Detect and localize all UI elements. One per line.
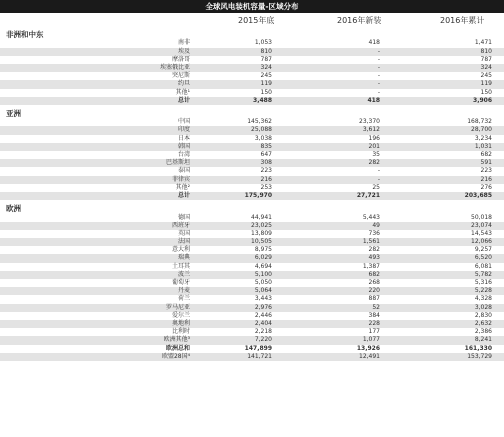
value-2015: 6,029 (254, 254, 272, 262)
value-2016-new: - (377, 63, 380, 71)
table-row (0, 246, 504, 254)
value-2016-new: 196 (368, 134, 380, 142)
value-2015: 787 (260, 55, 272, 63)
row-label: 荷兰 (177, 295, 190, 303)
table-row (0, 176, 504, 184)
value-2016-new: 268 (368, 279, 380, 287)
row-label: 突尼斯 (171, 72, 190, 80)
row-label: 爱尔兰 (171, 311, 190, 319)
value-2016-new: 1,561 (362, 238, 380, 246)
row-label: 意大利 (171, 246, 190, 254)
row-label: 约旦 (177, 80, 190, 88)
value-2015: 147,899 (244, 344, 272, 352)
value-2015: 44,941 (251, 213, 272, 221)
row-label: 总计 (177, 96, 190, 104)
row-label: 巴基斯坦 (165, 159, 190, 167)
value-2016-new: - (377, 72, 380, 80)
value-2015: 150 (260, 88, 272, 96)
region-heading (0, 30, 504, 39)
value-2015: 141,721 (247, 352, 272, 360)
total-row (0, 97, 504, 105)
value-2015: 324 (260, 63, 272, 71)
value-2016-total: 168,732 (467, 118, 492, 126)
row-label: 总计 (177, 191, 190, 199)
value-2016-total: 14,543 (471, 229, 492, 237)
header-2015: 2015年底 (238, 16, 275, 25)
value-2016-new: 384 (368, 311, 380, 319)
value-2016-total: 6,081 (474, 262, 492, 270)
value-2016-new: - (377, 88, 380, 96)
value-2015: 119 (260, 80, 272, 88)
value-2015: 647 (260, 151, 272, 159)
row-label: 印度 (177, 126, 190, 134)
table-row (0, 230, 504, 238)
value-2016-total: 2,632 (474, 319, 492, 327)
row-label: 罗马尼亚 (165, 303, 190, 311)
table-row (0, 151, 504, 159)
table-row (0, 271, 504, 279)
row-label: 菲律宾 (171, 175, 190, 183)
row-label: 韩国 (177, 142, 190, 150)
table-row (0, 80, 504, 88)
value-2016-total: 5,782 (474, 270, 492, 278)
header-2016-new: 2016年新装 (337, 16, 382, 25)
value-2015: 25,088 (251, 126, 272, 134)
value-2016-total: 1,031 (474, 142, 492, 150)
table-row (0, 295, 504, 303)
value-2016-total: 787 (480, 55, 492, 63)
value-2015: 1,053 (254, 39, 272, 47)
table-row (0, 184, 504, 192)
row-label: 埃及 (177, 47, 190, 55)
row-label: 摩洛哥 (171, 55, 190, 63)
value-2015: 216 (260, 175, 272, 183)
table-row (0, 118, 504, 126)
value-2015: 10,505 (251, 238, 272, 246)
row-label: 丹麦 (177, 287, 190, 295)
value-2016-new: 177 (368, 328, 380, 336)
value-2015: 810 (260, 47, 272, 55)
row-label: 波兰 (177, 270, 190, 278)
value-2016-total: 1,471 (474, 39, 492, 47)
value-2015: 2,446 (254, 311, 272, 319)
value-2016-new: 418 (367, 96, 380, 104)
value-2015: 2,976 (254, 303, 272, 311)
table-row (0, 72, 504, 80)
value-2016-total: 682 (480, 151, 492, 159)
table-row (0, 328, 504, 336)
table-row (0, 304, 504, 312)
table-row (0, 320, 504, 328)
value-2015: 175,970 (244, 191, 272, 199)
value-2016-new: 736 (368, 229, 380, 237)
value-2016-total: 9,257 (474, 246, 492, 254)
value-2016-total: 2,386 (474, 328, 492, 336)
value-2016-total: 150 (480, 88, 492, 96)
table-row (0, 135, 504, 143)
value-2016-new: 3,612 (362, 126, 380, 134)
value-2015: 835 (260, 142, 272, 150)
total-row (0, 192, 504, 200)
region-name: 非洲和中东 (6, 30, 44, 39)
value-2016-total: 245 (480, 72, 492, 80)
value-2015: 8,975 (254, 246, 272, 254)
value-2016-total: 12,066 (471, 238, 492, 246)
row-label: 土耳其 (171, 262, 190, 270)
value-2016-new: - (377, 47, 380, 55)
value-2016-total: 223 (480, 167, 492, 175)
table-row (0, 336, 504, 344)
value-2015: 253 (260, 183, 272, 191)
value-2015: 145,362 (247, 118, 272, 126)
value-2015: 23,025 (251, 221, 272, 229)
row-label: 德国 (177, 213, 190, 221)
value-2016-new: 25 (372, 183, 380, 191)
value-2016-total: 153,729 (467, 352, 492, 360)
value-2016-new: 13,926 (356, 344, 380, 352)
value-2015: 245 (260, 72, 272, 80)
table-row (0, 56, 504, 64)
row-label: 南非 (177, 39, 190, 47)
region-heading (0, 204, 504, 213)
value-2016-new: 1,387 (362, 262, 380, 270)
value-2016-total: 276 (480, 183, 492, 191)
table-row (0, 214, 504, 222)
row-label: 英国 (177, 229, 190, 237)
table-row (0, 222, 504, 230)
value-2016-total: 2,830 (474, 311, 492, 319)
value-2016-new: 27,721 (356, 191, 380, 199)
row-label: 泰国 (177, 167, 190, 175)
value-2015: 5,100 (254, 270, 272, 278)
value-2016-total: 203,685 (464, 191, 492, 199)
row-label: 法国 (177, 238, 190, 246)
value-2016-total: 5,316 (474, 279, 492, 287)
value-2015: 3,038 (254, 134, 272, 142)
value-2016-total: 23,074 (471, 221, 492, 229)
value-2016-new: 23,370 (359, 118, 380, 126)
value-2016-total: 161,330 (464, 344, 492, 352)
value-2016-new: 52 (372, 303, 380, 311)
value-2016-new: 282 (368, 246, 380, 254)
value-2016-new: 682 (368, 270, 380, 278)
table-row (0, 238, 504, 246)
row-label: 其他¹ (175, 88, 190, 96)
row-label: 瑞典 (177, 254, 190, 262)
table-row (0, 39, 504, 47)
value-2015: 4,694 (254, 262, 272, 270)
region-name: 亚洲 (6, 108, 21, 118)
value-2016-new: 282 (368, 159, 380, 167)
value-2016-new: 35 (372, 151, 380, 159)
table-row (0, 287, 504, 295)
value-2016-total: 5,228 (474, 287, 492, 295)
region-name: 欧洲 (6, 204, 21, 214)
value-2016-new: 12,491 (359, 352, 380, 360)
value-2016-new: 493 (368, 254, 380, 262)
value-2016-total: 324 (480, 63, 492, 71)
value-2016-new: 5,443 (362, 213, 380, 221)
value-2016-total: 28,700 (471, 126, 492, 134)
value-2016-total: 119 (480, 80, 492, 88)
value-2016-new: 887 (368, 295, 380, 303)
row-label: 奥地利 (171, 319, 190, 327)
table-row (0, 254, 504, 262)
table-row (0, 167, 504, 175)
value-2016-total: 4,328 (474, 295, 492, 303)
value-2015: 2,404 (254, 319, 272, 327)
value-2016-total: 810 (480, 47, 492, 55)
table-row (0, 263, 504, 271)
row-label: 日本 (177, 134, 190, 142)
table-row (0, 126, 504, 134)
table-row (0, 48, 504, 56)
table-row (0, 353, 504, 361)
data-table (0, 30, 504, 361)
value-2015: 7,220 (254, 336, 272, 344)
table-row (0, 64, 504, 72)
row-label: 欧盟28国⁴ (161, 352, 190, 360)
table-row (0, 279, 504, 287)
table-row (0, 143, 504, 151)
row-label: 其他² (175, 183, 190, 191)
value-2016-total: 3,028 (474, 303, 492, 311)
value-2016-new: 220 (368, 287, 380, 295)
value-2015: 5,050 (254, 279, 272, 287)
value-2016-total: 3,906 (473, 96, 492, 104)
value-2015: 3,443 (254, 295, 272, 303)
value-2015: 13,809 (251, 229, 272, 237)
value-2015: 2,218 (254, 328, 272, 336)
value-2016-new: - (377, 80, 380, 88)
row-label: 西班牙 (171, 221, 190, 229)
table-row (0, 312, 504, 320)
value-2016-new: - (377, 167, 380, 175)
table-title: 全球风电装机容量-区域分布 (0, 0, 504, 13)
row-label: 比利时 (171, 328, 190, 336)
row-label: 葡萄牙 (171, 279, 190, 287)
row-label: 欧洲其他³ (163, 336, 190, 344)
value-2016-total: 591 (480, 159, 492, 167)
row-label: 欧洲总和 (165, 344, 190, 352)
value-2016-total: 216 (480, 175, 492, 183)
value-2016-total: 50,018 (471, 213, 492, 221)
table-row (0, 89, 504, 97)
row-label: 埃塞俄比亚 (159, 63, 190, 71)
table-row (0, 159, 504, 167)
value-2016-new: - (377, 55, 380, 63)
column-headers (0, 15, 504, 27)
value-2016-total: 3,234 (474, 134, 492, 142)
row-label: 台湾 (177, 151, 190, 159)
value-2016-new: 201 (368, 142, 380, 150)
value-2016-new: - (377, 175, 380, 183)
value-2016-total: 6,520 (474, 254, 492, 262)
header-2016-total: 2016年累计 (440, 16, 485, 25)
value-2016-total: 8,241 (474, 336, 492, 344)
value-2016-new: 1,077 (362, 336, 380, 344)
value-2015: 308 (260, 159, 272, 167)
value-2015: 223 (260, 167, 272, 175)
value-2015: 3,488 (253, 96, 272, 104)
region-heading (0, 109, 504, 118)
value-2016-new: 228 (368, 319, 380, 327)
total-row (0, 345, 504, 353)
value-2015: 5,064 (254, 287, 272, 295)
value-2016-new: 49 (372, 221, 380, 229)
value-2016-new: 418 (368, 39, 380, 47)
row-label: 中国 (177, 118, 190, 126)
